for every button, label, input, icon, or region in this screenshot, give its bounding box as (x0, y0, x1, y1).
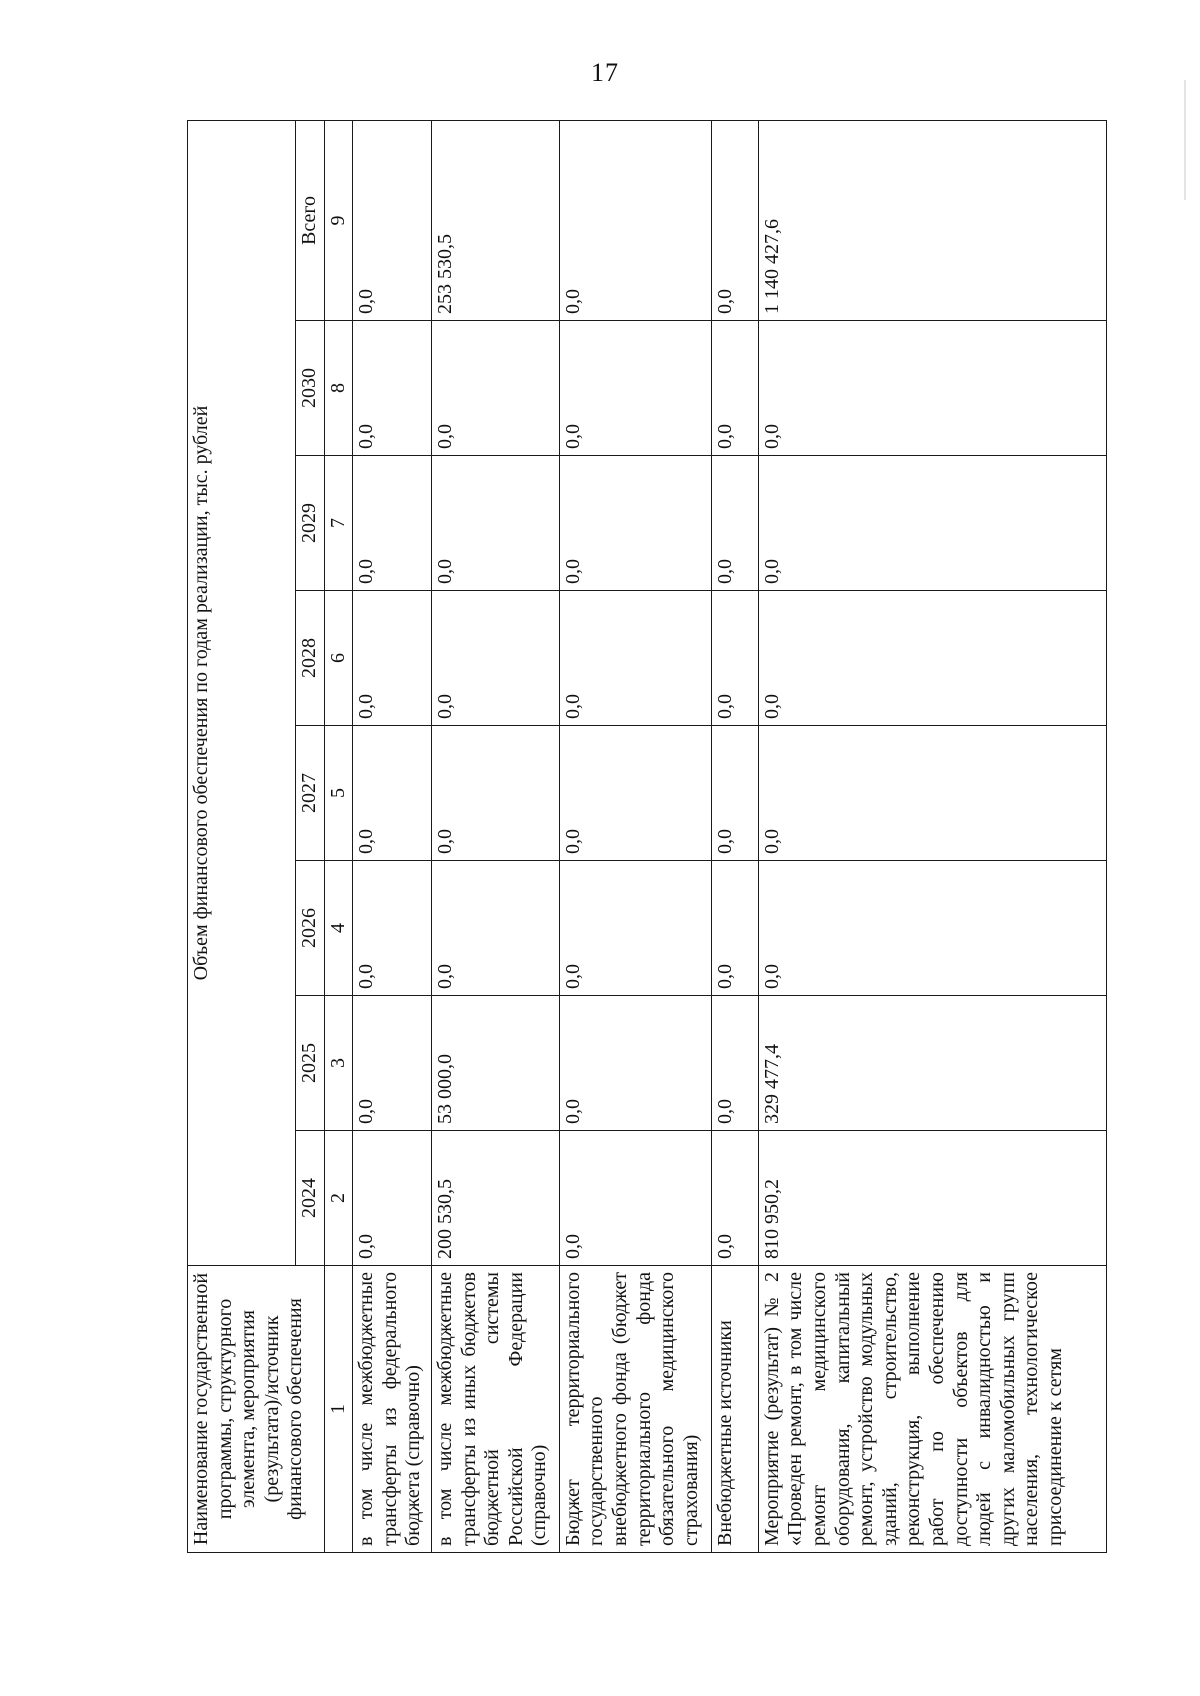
total-cell: 0,0 (353, 120, 432, 320)
value-cell: 0,0 (758, 321, 1106, 456)
column-number: 6 (324, 591, 353, 726)
column-number: 3 (324, 996, 353, 1131)
value-cell: 0,0 (431, 456, 559, 591)
table-row (559, 120, 711, 1552)
column-number: 1 (324, 1266, 353, 1553)
value-cell: 0,0 (353, 726, 432, 861)
year-header: 2027 (296, 726, 325, 861)
page-number: 17 (591, 58, 619, 87)
financing-table (187, 120, 1107, 1553)
column-number: 7 (324, 456, 353, 591)
value-cell: 0,0 (431, 726, 559, 861)
value-cell: 0,0 (712, 591, 759, 726)
total-cell: 0,0 (712, 120, 759, 320)
value-cell: 53 000,0 (431, 996, 559, 1131)
table-row (431, 120, 559, 1552)
value-cell: 0,0 (758, 726, 1106, 861)
value-cell: 0,0 (758, 591, 1106, 726)
name-column-header: Наименование государственной программы, структурного элемента, мероприятия (результата)/источник финансового обеспечения (188, 1266, 325, 1553)
value-cell: 0,0 (353, 861, 432, 996)
value-cell: 0,0 (758, 456, 1106, 591)
value-cell: 0,0 (712, 996, 759, 1131)
value-cell: 0,0 (353, 456, 432, 591)
value-cell: 810 950,2 (758, 1131, 1106, 1266)
table-row (712, 120, 759, 1552)
total-cell: 0,0 (559, 120, 711, 320)
value-cell: 329 477,4 (758, 996, 1106, 1131)
row-label: Бюджет территориального государственного внебюджетного фонда (бюджет территориального фонда обязательного медицинского страхования) (559, 1266, 711, 1553)
column-number-row (324, 120, 353, 1552)
value-cell: 0,0 (353, 1131, 432, 1266)
value-cell: 0,0 (712, 456, 759, 591)
year-header: 2029 (296, 456, 325, 591)
value-cell: 0,0 (559, 996, 711, 1131)
value-cell: 0,0 (712, 321, 759, 456)
total-cell: 1 140 427,6 (758, 120, 1106, 320)
value-cell: 0,0 (559, 321, 711, 456)
value-cell: 0,0 (712, 726, 759, 861)
value-cell: 0,0 (559, 591, 711, 726)
value-cell: 0,0 (712, 1131, 759, 1266)
column-number: 9 (324, 120, 353, 320)
column-number: 8 (324, 321, 353, 456)
value-cell: 0,0 (559, 861, 711, 996)
total-header: Всего (296, 120, 325, 320)
column-number: 2 (324, 1131, 353, 1266)
value-cell: 0,0 (712, 861, 759, 996)
value-cell: 0,0 (353, 591, 432, 726)
value-cell: 0,0 (559, 456, 711, 591)
year-header: 2028 (296, 591, 325, 726)
value-cell: 0,0 (431, 321, 559, 456)
total-cell: 253 530,5 (431, 120, 559, 320)
table-row (758, 120, 1106, 1552)
column-number: 4 (324, 861, 353, 996)
row-label: в том числе межбюджетные трансферты из иных бюджетов бюджетной системы Российской Федерации (справочно) (431, 1266, 559, 1553)
scan-edge-mark (1184, 80, 1186, 200)
value-cell: 0,0 (431, 591, 559, 726)
value-cell: 200 530,5 (431, 1131, 559, 1266)
column-number: 5 (324, 726, 353, 861)
year-header: 2026 (296, 861, 325, 996)
year-header: 2024 (296, 1131, 325, 1266)
row-label: Мероприятие (результат) № 2 «Проведен ремонт, в том числе ремонт медицинского оборудования, капитальный ремонт, устройство модульных зданий, строительство, реконструкция, выполнение работ по обеспечению доступности объектов для людей с инвалидностью и других маломобильных групп населения, технологическое присоединение к сетям (758, 1266, 1106, 1553)
value-cell: 0,0 (353, 321, 432, 456)
row-label: в том числе межбюджетные трансферты из федерального бюджета (справочно) (353, 1266, 432, 1553)
value-cell: 0,0 (758, 861, 1106, 996)
year-header: 2025 (296, 996, 325, 1131)
value-cell: 0,0 (431, 861, 559, 996)
year-header: 2030 (296, 321, 325, 456)
rotated-table-area (187, 121, 1107, 1553)
row-label: Внебюджетные источники (712, 1266, 759, 1553)
value-cell: 0,0 (559, 726, 711, 861)
value-cell: 0,0 (559, 1131, 711, 1266)
table-row (353, 120, 432, 1552)
funding-volume-header: Объем финансового обеспечения по годам реализации, тыс. рублей (188, 120, 296, 1265)
value-cell: 0,0 (353, 996, 432, 1131)
